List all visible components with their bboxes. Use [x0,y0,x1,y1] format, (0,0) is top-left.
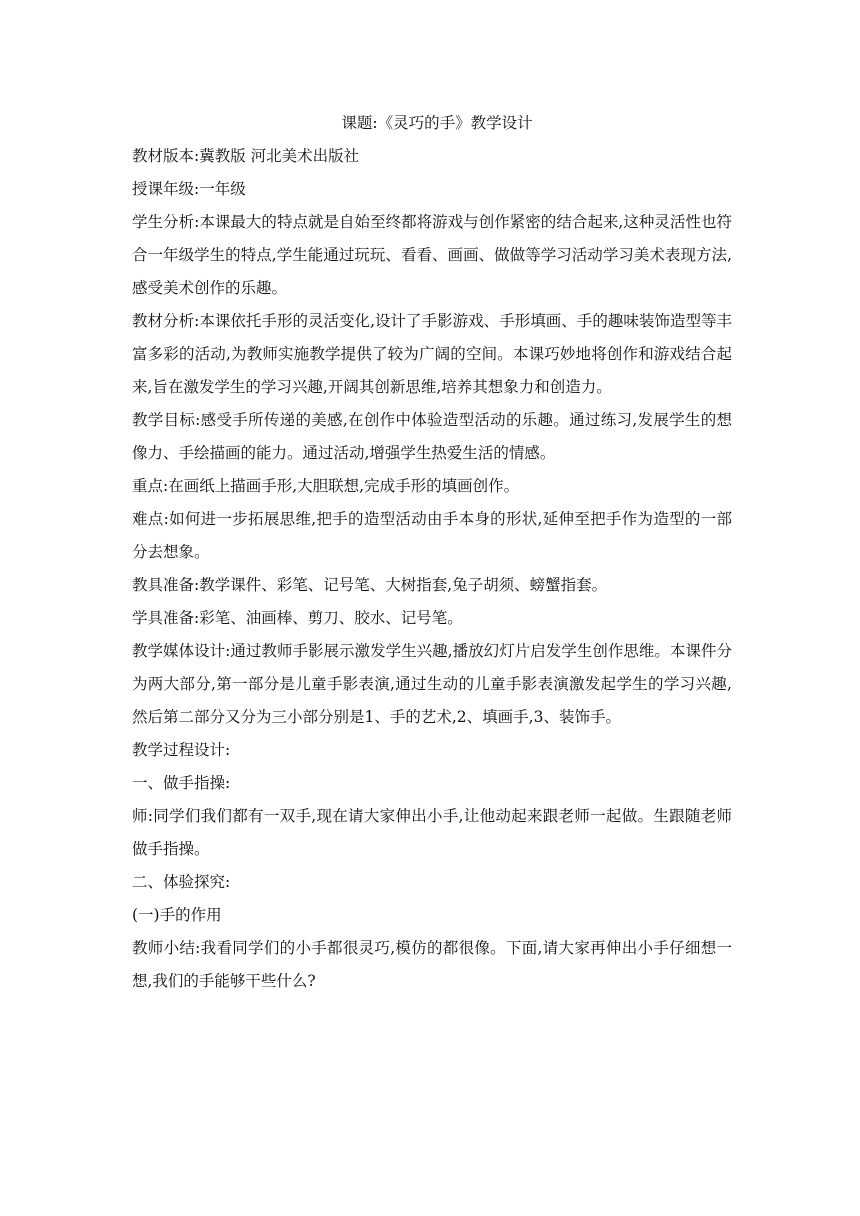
paragraph-text: 教学目标:感受手所传递的美感,在创作中体验造型活动的乐趣。通过练习,发展学生的想像力、手绘描画的能力。通过活动,增强学生热爱生活的情感。 [132,411,732,462]
paragraph-text: 难点:如何进一步拓展思维,把手的造型活动由手本身的形状,延伸至把手作为造型的一部分去想象。 [132,510,732,561]
paragraph-section-1-heading [132,767,732,800]
paragraph-text: 学生分析:本课最大的特点就是自始至终都将游戏与创作紧密的结合起来,这种灵活性也符合一年级学生的特点,学生能通过玩玩、看看、画画、做做等学习活动学习美术表现方法,感受美术创作的乐趣。 [132,213,732,297]
paragraph-text: (一)手的作用 [132,906,222,924]
paragraph-text: 师:同学们我们都有一双手,现在请大家伸出小手,让他动起来跟老师一起做。生跟随老师做手指操。 [132,807,732,858]
paragraph-text: 教学过程设计: [132,741,231,759]
paragraph-text: 教学媒体设计:通过教师手影展示激发学生兴趣,播放幻灯片启发学生创作思维。本课件分为两大部分,第一部分是儿童手影表演,通过生动的儿童手影表演激发起学生的学习兴趣,然后第二部分又分为三小部分别是1、手的艺术,2、填画手,3、装饰手。 [132,642,732,726]
paragraph-text: 重点:在画纸上描画手形,大胆联想,完成手形的填画创作。 [132,477,520,495]
document-title-text: 课题:《灵巧的手》教学设计 [341,114,533,132]
paragraph-text: 授课年级:一年级 [132,180,246,198]
paragraph-text: 二、体验探究: [132,873,231,891]
paragraph-teaching-goals [132,404,732,470]
paragraph-media-design [132,635,732,734]
paragraph-teacher-summary [132,932,732,998]
paragraph-difficulties [132,503,732,569]
paragraph-text: 教具准备:教学课件、彩笔、记号笔、大树指套,兔子胡须、螃蟹指套。 [132,576,608,594]
paragraph-text: 学具准备:彩笔、油画棒、剪刀、胶水、记号笔。 [132,609,463,627]
document-body [132,106,732,998]
paragraph-textbook-version [132,140,732,173]
paragraph-text: 教师小结:我看同学们的小手都很灵巧,模仿的都很像。下面,请大家再伸出小手仔细想一想,我们的手能够干些什么? [132,939,732,990]
paragraph-student-tools [132,602,732,635]
paragraph-student-analysis [132,206,732,305]
paragraph-text: 教材版本:冀教版 河北美术出版社 [132,147,360,165]
paragraph-text: 一、做手指操: [132,774,231,792]
document-title [132,106,732,140]
paragraph-material-analysis [132,305,732,404]
paragraph-text: 教材分析:本课依托手形的灵活变化,设计了手影游戏、手形填画、手的趣味装饰造型等丰富多彩的活动,为教师实施教学提供了较为广阔的空间。本课巧妙地将创作和游戏结合起来,旨在激发学生的学习兴趣,开阔其创新思维,培养其想象力和创造力。 [132,312,732,396]
paragraph-section-2-heading [132,866,732,899]
paragraph-subsection-heading [132,899,732,932]
paragraph-key-points [132,470,732,503]
paragraph-grade [132,173,732,206]
paragraph-teaching-tools [132,569,732,602]
paragraph-teacher-instruction [132,800,732,866]
paragraph-process-heading [132,734,732,767]
